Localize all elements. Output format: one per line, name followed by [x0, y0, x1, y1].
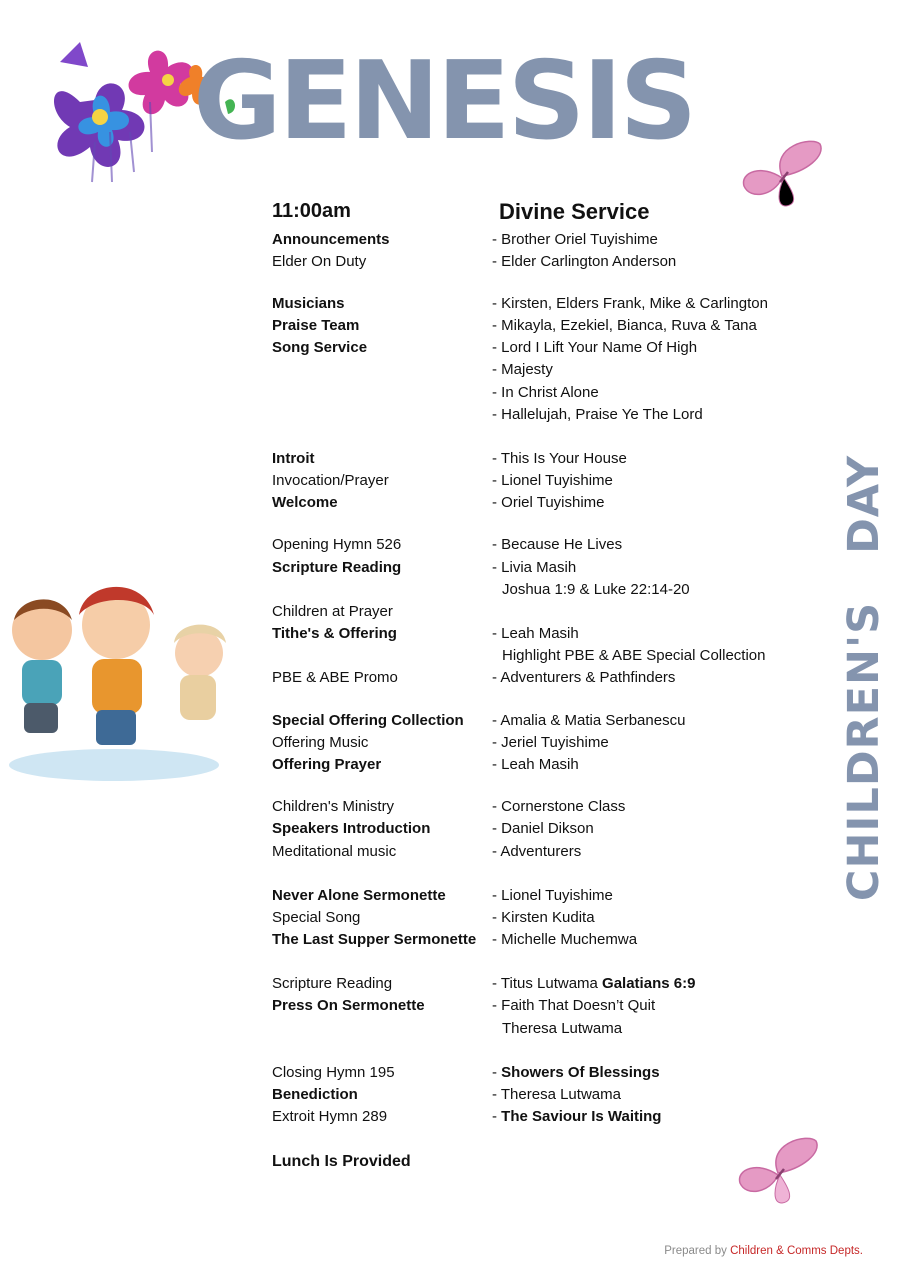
program-row: Scripture Reading - Livia Masih [272, 559, 577, 576]
program-row: Musicians - Kirsten, Elders Frank, Mike & Carlington [272, 295, 768, 312]
program-row: Special Song - Kirsten Kudita [272, 909, 595, 926]
program-row: PBE & ABE Promo - Adventurers & Pathfinders [272, 669, 676, 686]
program-row: Offering Prayer - Leah Masih [272, 756, 579, 773]
program-row: Closing Hymn 195 - Showers Of Blessings [272, 1064, 660, 1081]
program-row: Special Offering Collection - Amalia & Matia Serbanescu [272, 712, 686, 729]
program-row: Elder On Duty - Elder Carlington Anderson [272, 253, 677, 270]
program-row: Song Service - Lord I Lift Your Name Of High [272, 339, 698, 356]
footer-credit: Prepared by Children & Comms Depts. [664, 1245, 863, 1257]
program-row: Speakers Introduction - Daniel Dikson [272, 820, 594, 837]
butterfly-icon [736, 1133, 820, 1205]
butterfly-icon [740, 136, 824, 208]
program-row: Invocation/Prayer - Lionel Tuyishime [272, 472, 613, 489]
children-illustration [4, 575, 226, 787]
program-row: Tithe's & Offering - Leah Masih [272, 625, 579, 642]
program-row: Children at Prayer [272, 603, 393, 620]
program-row: Announcements - Brother Oriel Tuyishime [272, 231, 658, 248]
program-row: Never Alone Sermonette - Lionel Tuyishime [272, 887, 613, 904]
side-banner-text: CHILDREN'S DAY [839, 454, 889, 902]
program-row: Children's Ministry - Cornerstone Class [272, 798, 626, 815]
childrens-day-banner [839, 454, 889, 902]
service-title: Divine Service [499, 199, 650, 224]
page-title: GENESIS [193, 39, 695, 164]
program-row: Offering Music - Jeriel Tuyishime [272, 734, 609, 751]
program-row: The Last Supper Sermonette - Michelle Muchemwa [272, 931, 638, 948]
lunch-note: Lunch Is Provided [272, 1153, 411, 1170]
program-row: Extroit Hymn 289 - The Saviour Is Waiting [272, 1108, 662, 1125]
program-row: Opening Hymn 526 - Because He Lives [272, 536, 623, 553]
program-row: Benediction - Theresa Lutwama [272, 1086, 621, 1103]
program-row: Scripture Reading - Titus Lutwama Galatians 6:9 [272, 975, 696, 992]
program-row: Press On Sermonette - Faith That Doesn’t Quit [272, 997, 656, 1014]
program-row: Meditational music - Adventurers [272, 843, 582, 860]
service-time: 11:00am [272, 200, 351, 222]
program-row: Introit - This Is Your House [272, 450, 627, 467]
program-row: Praise Team - Mikayla, Ezekiel, Bianca, Ruva & Tana [272, 317, 757, 334]
program-row: Welcome - Oriel Tuyishime [272, 494, 605, 511]
